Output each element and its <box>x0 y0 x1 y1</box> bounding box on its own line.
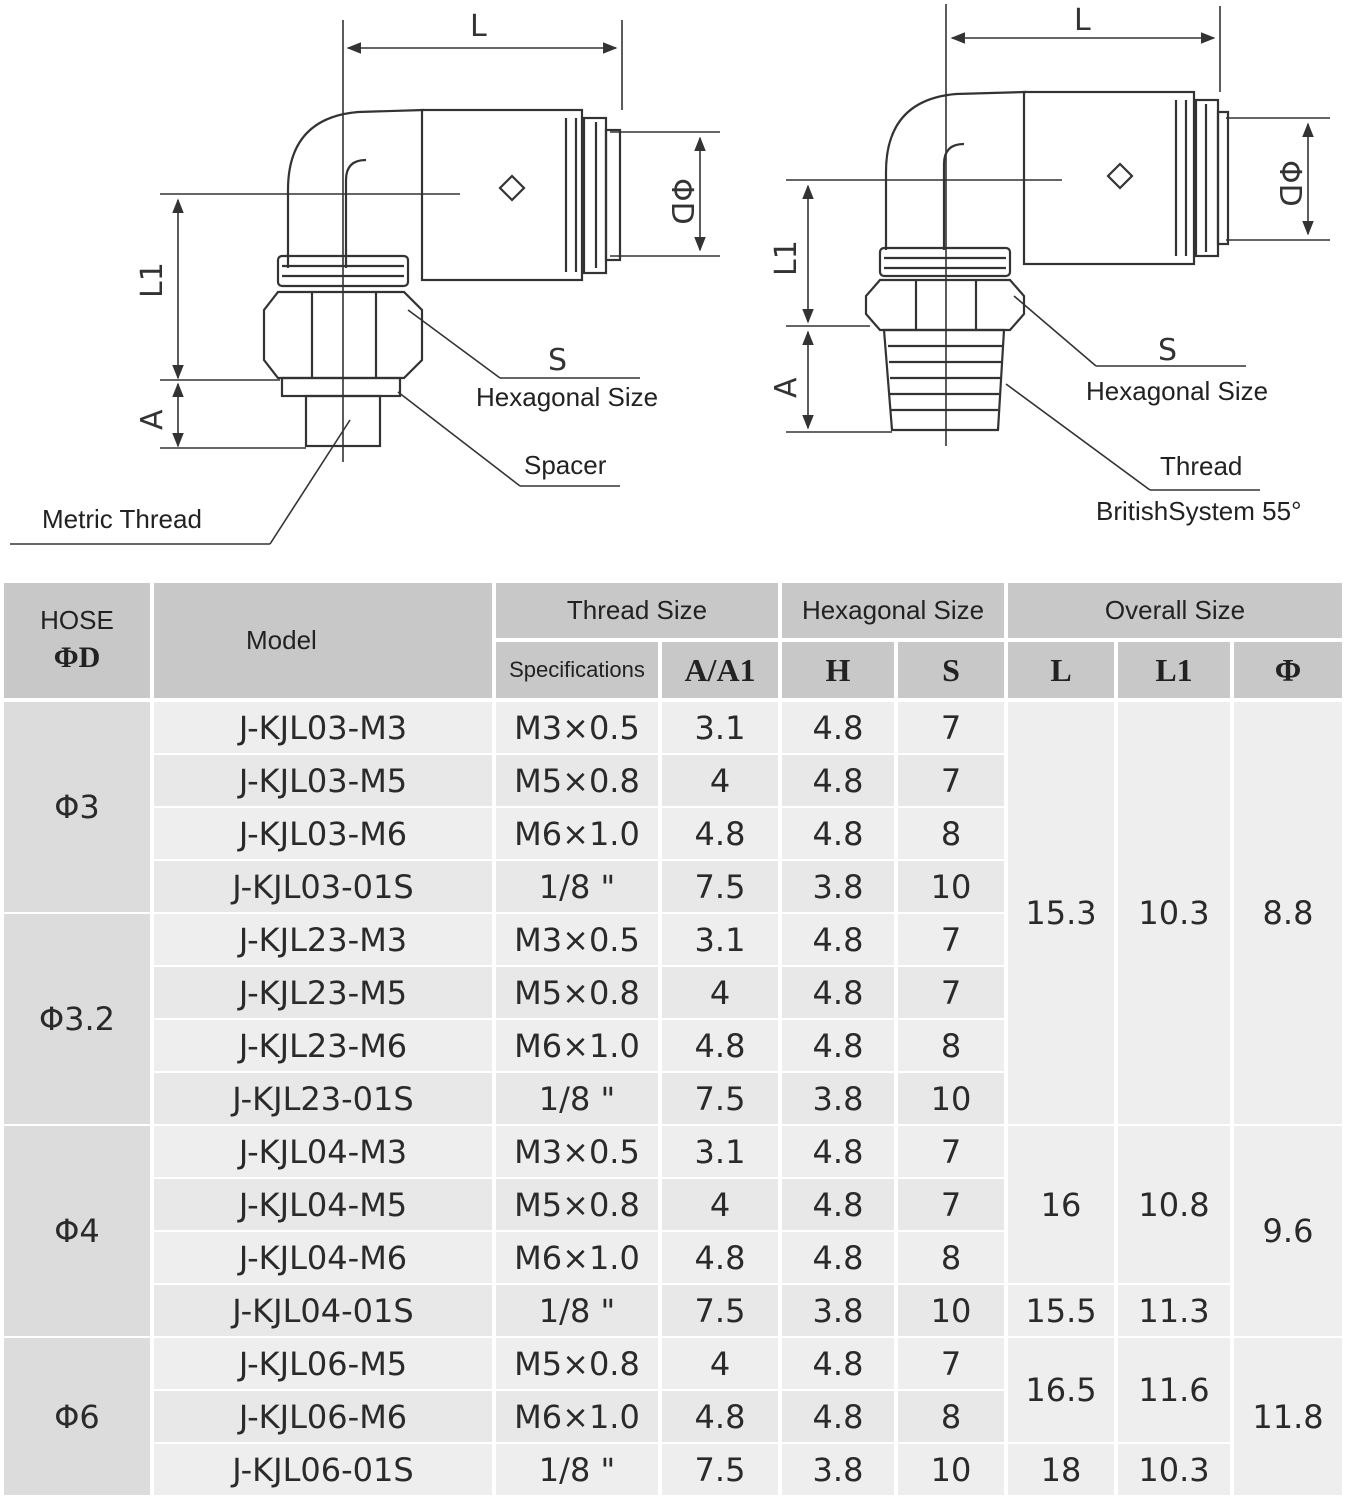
header-a-a1: A/A1 <box>662 642 778 698</box>
right-dim-S-label: S <box>1158 333 1178 368</box>
left-dim-phiD-label: ΦD <box>664 178 699 225</box>
header-thread-size: Thread Size <box>496 583 778 638</box>
thread-spec-cell: M3×0.5 <box>496 914 658 965</box>
model-cell: J-KJL04-M3 <box>154 1126 492 1177</box>
h-cell: 4.8 <box>782 1020 894 1071</box>
h-cell: 3.8 <box>782 861 894 912</box>
model-cell: J-KJL23-01S <box>154 1073 492 1124</box>
header-l1: L1 <box>1118 642 1230 698</box>
s-cell: 10 <box>898 1285 1004 1336</box>
s-cell: 7 <box>898 755 1004 806</box>
s-cell: 7 <box>898 702 1004 753</box>
a-a1-cell: 4.8 <box>662 1020 778 1071</box>
s-cell: 8 <box>898 1391 1004 1442</box>
hose-group-cell: Φ3.2 <box>4 914 150 1124</box>
header-hose-line2: ΦD <box>53 640 101 674</box>
right-dim-phiD-label: ΦD <box>1272 160 1307 207</box>
s-cell: 8 <box>898 1232 1004 1283</box>
overall-l-cell: 16.5 <box>1008 1338 1114 1442</box>
thread-spec-cell: M5×0.8 <box>496 967 658 1018</box>
overall-l1-cell: 10.3 <box>1118 1444 1230 1495</box>
h-cell: 4.8 <box>782 1126 894 1177</box>
left-metric-thread-callout: Metric Thread <box>42 504 202 534</box>
a-a1-cell: 4.8 <box>662 1232 778 1283</box>
thread-spec-cell: 1/8 " <box>496 861 658 912</box>
fitting-drawings-svg <box>0 0 1345 575</box>
a-a1-cell: 4.8 <box>662 808 778 859</box>
left-dim-S-label: S <box>548 343 568 378</box>
model-cell: J-KJL03-M3 <box>154 702 492 753</box>
h-cell: 3.8 <box>782 1285 894 1336</box>
model-cell: J-KJL04-M5 <box>154 1179 492 1230</box>
s-cell: 7 <box>898 1126 1004 1177</box>
a-a1-cell: 3.1 <box>662 914 778 965</box>
s-cell: 7 <box>898 1338 1004 1389</box>
hose-group-cell: Φ4 <box>4 1126 150 1336</box>
h-cell: 4.8 <box>782 755 894 806</box>
model-cell: J-KJL06-M6 <box>154 1391 492 1442</box>
h-cell: 4.8 <box>782 1232 894 1283</box>
s-cell: 7 <box>898 1179 1004 1230</box>
thread-spec-cell: M3×0.5 <box>496 702 658 753</box>
model-cell: J-KJL04-01S <box>154 1285 492 1336</box>
thread-spec-cell: M5×0.8 <box>496 755 658 806</box>
overall-l1-cell: 10.3 <box>1118 702 1230 1124</box>
overall-l-cell: 16 <box>1008 1126 1114 1283</box>
model-cell: J-KJL03-M6 <box>154 808 492 859</box>
s-cell: 8 <box>898 808 1004 859</box>
right-dimension-lines <box>786 4 1330 490</box>
overall-l-cell: 15.3 <box>1008 702 1114 1124</box>
model-cell: J-KJL23-M5 <box>154 967 492 1018</box>
technical-drawing <box>0 0 1345 575</box>
thread-spec-cell: M6×1.0 <box>496 1232 658 1283</box>
thread-spec-cell: M6×1.0 <box>496 808 658 859</box>
a-a1-cell: 4 <box>662 1338 778 1389</box>
thread-spec-cell: 1/8 " <box>496 1444 658 1495</box>
header-model: Model <box>154 583 492 698</box>
thread-spec-cell: M5×0.8 <box>496 1338 658 1389</box>
right-british-system-callout: BritishSystem 55° <box>1096 496 1302 526</box>
thread-spec-cell: 1/8 " <box>496 1285 658 1336</box>
a-a1-cell: 4 <box>662 1179 778 1230</box>
model-cell: J-KJL23-M6 <box>154 1020 492 1071</box>
left-hexagonal-size-callout: Hexagonal Size <box>476 382 659 412</box>
a-a1-cell: 7.5 <box>662 861 778 912</box>
s-cell: 10 <box>898 861 1004 912</box>
overall-phi-cell: 9.6 <box>1234 1126 1342 1336</box>
a-a1-cell: 4 <box>662 967 778 1018</box>
overall-phi-cell: 11.8 <box>1234 1338 1342 1495</box>
header-hose-line1: HOSE <box>40 605 114 636</box>
a-a1-cell: 4.8 <box>662 1391 778 1442</box>
specification-table <box>4 583 1342 1498</box>
header-l: L <box>1008 642 1114 698</box>
thread-spec-cell: M6×1.0 <box>496 1391 658 1442</box>
overall-l1-cell: 11.6 <box>1118 1338 1230 1442</box>
left-dimension-lines <box>10 20 720 544</box>
overall-phi-cell: 8.8 <box>1234 702 1342 1124</box>
overall-l1-cell: 11.3 <box>1118 1285 1230 1336</box>
header-overall-size: Overall Size <box>1008 583 1342 638</box>
model-cell: J-KJL03-M5 <box>154 755 492 806</box>
overall-l-cell: 15.5 <box>1008 1285 1114 1336</box>
header-hexagonal-size: Hexagonal Size <box>782 583 1004 638</box>
model-cell: J-KJL06-M5 <box>154 1338 492 1389</box>
model-cell: J-KJL23-M3 <box>154 914 492 965</box>
left-spacer-callout: Spacer <box>524 450 607 480</box>
h-cell: 4.8 <box>782 967 894 1018</box>
thread-spec-cell: 1/8 " <box>496 1073 658 1124</box>
h-cell: 3.8 <box>782 1073 894 1124</box>
h-cell: 4.8 <box>782 914 894 965</box>
h-cell: 4.8 <box>782 1391 894 1442</box>
right-dim-L-label: L <box>1074 3 1091 38</box>
hose-group-cell: Φ3 <box>4 702 150 912</box>
right-dim-A-label: A <box>769 377 804 398</box>
a-a1-cell: 4 <box>662 755 778 806</box>
header-hose <box>4 583 150 698</box>
h-cell: 4.8 <box>782 702 894 753</box>
s-cell: 7 <box>898 914 1004 965</box>
hose-group-cell: Φ6 <box>4 1338 150 1495</box>
a-a1-cell: 3.1 <box>662 702 778 753</box>
a-a1-cell: 7.5 <box>662 1285 778 1336</box>
left-dim-L-label: L <box>470 9 487 44</box>
h-cell: 3.8 <box>782 1444 894 1495</box>
a-a1-cell: 7.5 <box>662 1073 778 1124</box>
right-dim-L1-label: L1 <box>769 240 804 276</box>
left-dim-L1-label: L1 <box>135 262 170 298</box>
overall-l1-cell: 10.8 <box>1118 1126 1230 1283</box>
left-dim-A-label: A <box>135 409 170 430</box>
s-cell: 10 <box>898 1073 1004 1124</box>
right-thread-callout: Thread <box>1160 451 1243 481</box>
model-cell: J-KJL06-01S <box>154 1444 492 1495</box>
a-a1-cell: 7.5 <box>662 1444 778 1495</box>
s-cell: 10 <box>898 1444 1004 1495</box>
header-s: S <box>898 642 1004 698</box>
header-h: H <box>782 642 894 698</box>
model-cell: J-KJL03-01S <box>154 861 492 912</box>
model-cell: J-KJL04-M6 <box>154 1232 492 1283</box>
header-specifications: Specifications <box>496 642 658 698</box>
right-hexagonal-size-callout: Hexagonal Size <box>1086 376 1269 406</box>
header-phi: Φ <box>1234 642 1342 698</box>
a-a1-cell: 3.1 <box>662 1126 778 1177</box>
s-cell: 8 <box>898 1020 1004 1071</box>
s-cell: 7 <box>898 967 1004 1018</box>
thread-spec-cell: M3×0.5 <box>496 1126 658 1177</box>
thread-spec-cell: M6×1.0 <box>496 1020 658 1071</box>
overall-l-cell: 18 <box>1008 1444 1114 1495</box>
thread-spec-cell: M5×0.8 <box>496 1179 658 1230</box>
h-cell: 4.8 <box>782 1179 894 1230</box>
h-cell: 4.8 <box>782 1338 894 1389</box>
h-cell: 4.8 <box>782 808 894 859</box>
